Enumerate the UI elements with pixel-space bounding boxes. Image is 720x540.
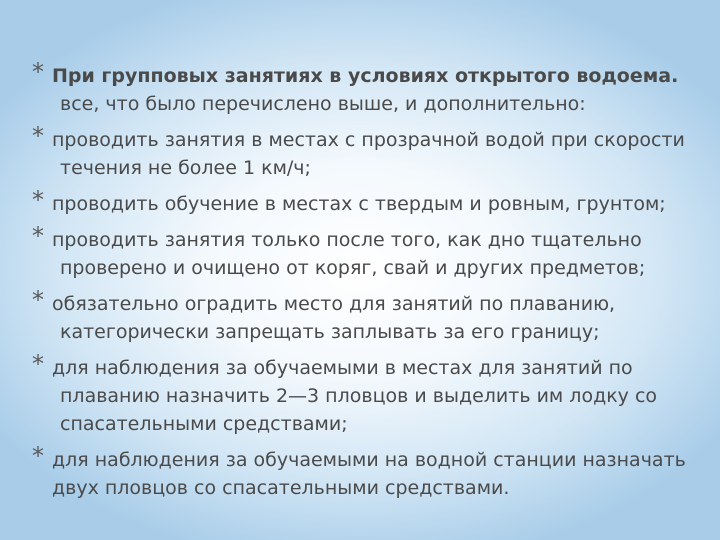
bullet-text-line: течения не более 1 км/ч; — [60, 157, 311, 179]
bullet-item — [28, 286, 698, 346]
bullet-text-line: спасательными средствами; — [60, 413, 348, 435]
bullet-text-line: двух пловцов со спасательными средствами. — [52, 477, 510, 499]
bullet-text-line: проводить обучение в местах с твердым и ровным, грунтом; — [52, 193, 666, 215]
bullet-asterisk-icon: * — [32, 350, 44, 378]
bullet-text-line: для наблюдения за обучаемыми в местах для занятий по — [52, 357, 633, 379]
bullet-text-line: обязательно оградить место для занятий по плаванию, — [52, 293, 616, 315]
bullet-asterisk-icon: * — [32, 186, 44, 214]
bullet-text-line: для наблюдения за обучаемыми на водной станции назначать — [52, 449, 686, 471]
bullet-asterisk-icon: * — [32, 222, 44, 250]
bullet-item — [28, 350, 698, 438]
bullet-item — [28, 442, 698, 502]
bullet-item — [28, 58, 698, 118]
bullet-asterisk-icon: * — [32, 442, 44, 470]
bullet-text-line: категорически запрещать заплывать за его границу; — [60, 321, 600, 343]
bullet-text-line: плаванию назначить 2—3 пловцов и выделить им лодку со — [60, 385, 658, 407]
bullet-text-line: проводить занятия только после того, как дно тщательно — [52, 229, 642, 251]
bullet-item — [28, 186, 698, 218]
bullet-asterisk-icon: * — [32, 58, 44, 86]
bullet-asterisk-icon: * — [32, 122, 44, 150]
bullet-list — [28, 58, 698, 510]
bullet-item — [28, 122, 698, 182]
bullet-item — [28, 222, 698, 282]
bullet-text-line: проводить занятия в местах с прозрачной водой при скорости — [52, 129, 685, 151]
bullet-heading-text: При групповых занятиях в условиях открытого водоема. — [52, 65, 679, 87]
bullet-text-line: все, что было перечислено выше, и дополнительно: — [60, 93, 586, 115]
bullet-asterisk-icon: * — [32, 286, 44, 314]
bullet-text-line: проверено и очищено от коряг, свай и других предметов; — [60, 257, 646, 279]
